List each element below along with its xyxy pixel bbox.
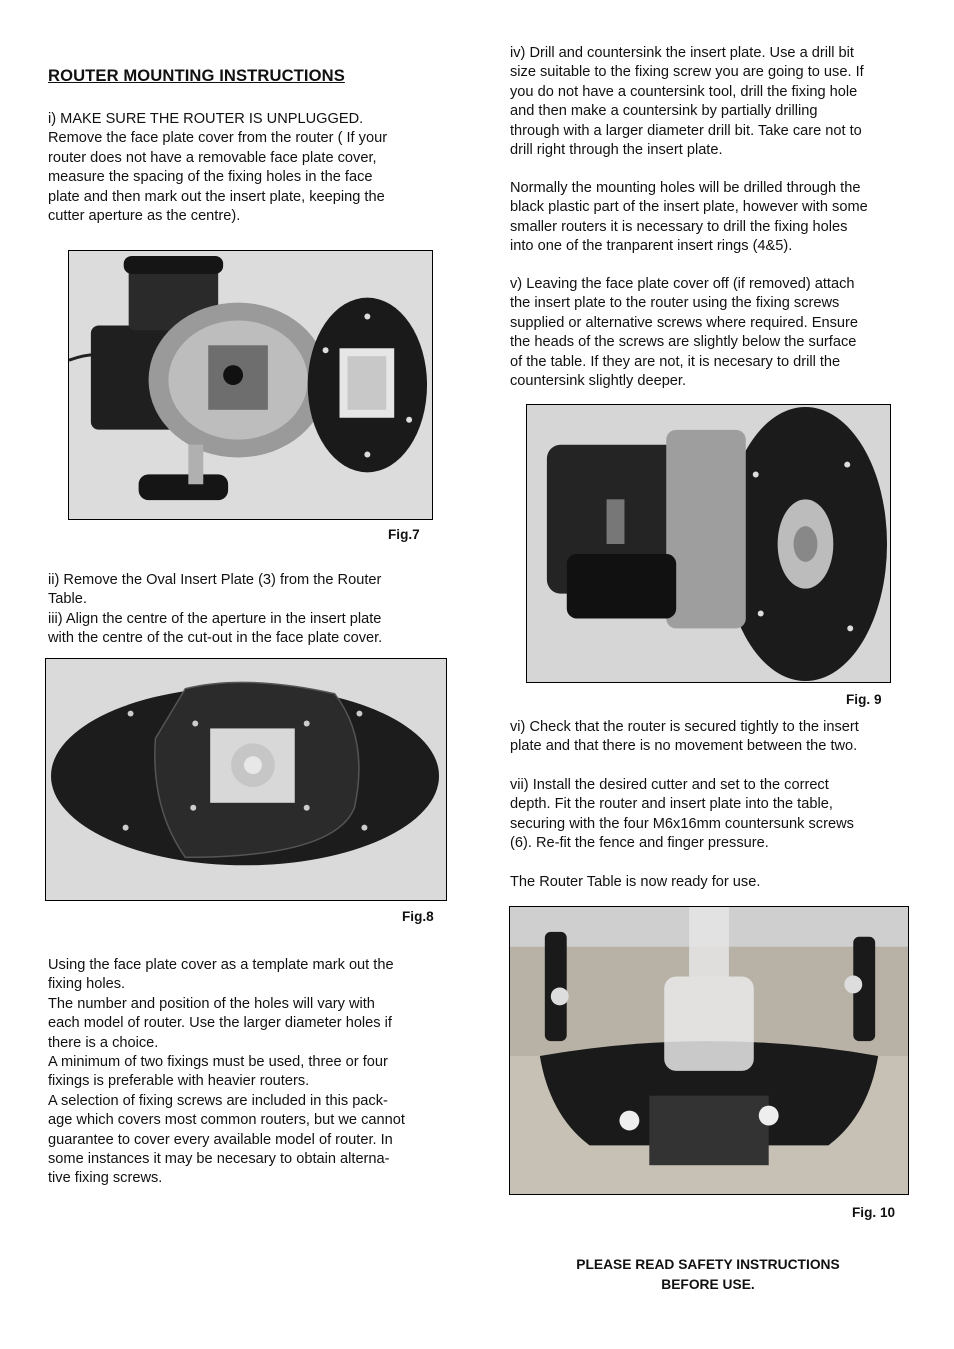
step-5-text: v) Leaving the face plate cover off (if removed) attach the insert plate to the router using the fixing screws supplied or alternative screws where required. Ensure the heads of the screws are slightly below the surface of the table. If they are not, it is necesary to drill the countersink slightly deeper. — [510, 276, 858, 390]
ready-text: The Router Table is now ready for use. — [510, 874, 761, 890]
step-6-text: vi) Check that the router is secured tightly to the insert plate and that there is no movement between the two. — [510, 719, 859, 755]
fig-10-caption: Fig. 10 — [852, 1205, 896, 1220]
step-7-text: vii) Install the desired cutter and set to the correct depth. Fit the router and insert plate into the table, securing with the four M6x16mm countersunk screws (6). Re-fit the fence and finger pressure. — [510, 777, 854, 852]
fig-7-caption: Fig.7 — [388, 527, 420, 542]
template-instructions-text: Using the face plate cover as a template mark out the fixing holes. The number and position of the holes will vary with each model of router. Use the larger diameter holes if there is a choice. A minimum of two fixings must be used, three or four fixings is preferable with heavier routers. A selection of fixing screws are included in this pack- age which covers most common routers, but we cannot guarantee to cover every available model of router. In some instances it may be necesary to obtain alterna- tive fixing screws. — [48, 957, 405, 1187]
fig-8-caption: Fig.8 — [402, 909, 434, 924]
fig-10-photo — [509, 906, 909, 1195]
fig-9-photo — [526, 404, 891, 683]
mounting-holes-note: Normally the mounting holes will be drilled through the black plastic part of the insert plate, however with some smaller routers it is necessary to drill the fixing holes into one of the tranparent insert rings (4&5). — [510, 180, 868, 255]
page-title: ROUTER MOUNTING INSTRUCTIONS — [48, 66, 345, 85]
step-2-3-text: ii) Remove the Oval Insert Plate (3) from the Router Table. iii) Align the centre of the aperture in the insert plate with the centre of the cut-out in the face plate cover. — [48, 572, 383, 647]
step-4-text: iv) Drill and countersink the insert plate. Use a drill bit size suitable to the fixing screw you are going to use. If you do not have a countersink tool, drill the fixing hole and then make a countersink by partially drilling through with a larger diameter drill bit. Take care not to drill right through the insert plate. — [510, 45, 864, 159]
fig-8-photo — [45, 658, 447, 901]
step-1-text: i) MAKE SURE THE ROUTER IS UNPLUGGED. Remove the face plate cover from the router ( If your router does not have a removable face plate cover, measure the spacing of the fixing holes in the face plate and then mark out the insert plate, keeping the cutter aperture as the centre). — [48, 111, 388, 225]
fig-9-caption: Fig. 9 — [846, 692, 882, 707]
safety-notice: PLEASE READ SAFETY INSTRUCTIONS BEFORE USE. — [576, 1257, 840, 1292]
fig-7-photo — [68, 250, 433, 520]
